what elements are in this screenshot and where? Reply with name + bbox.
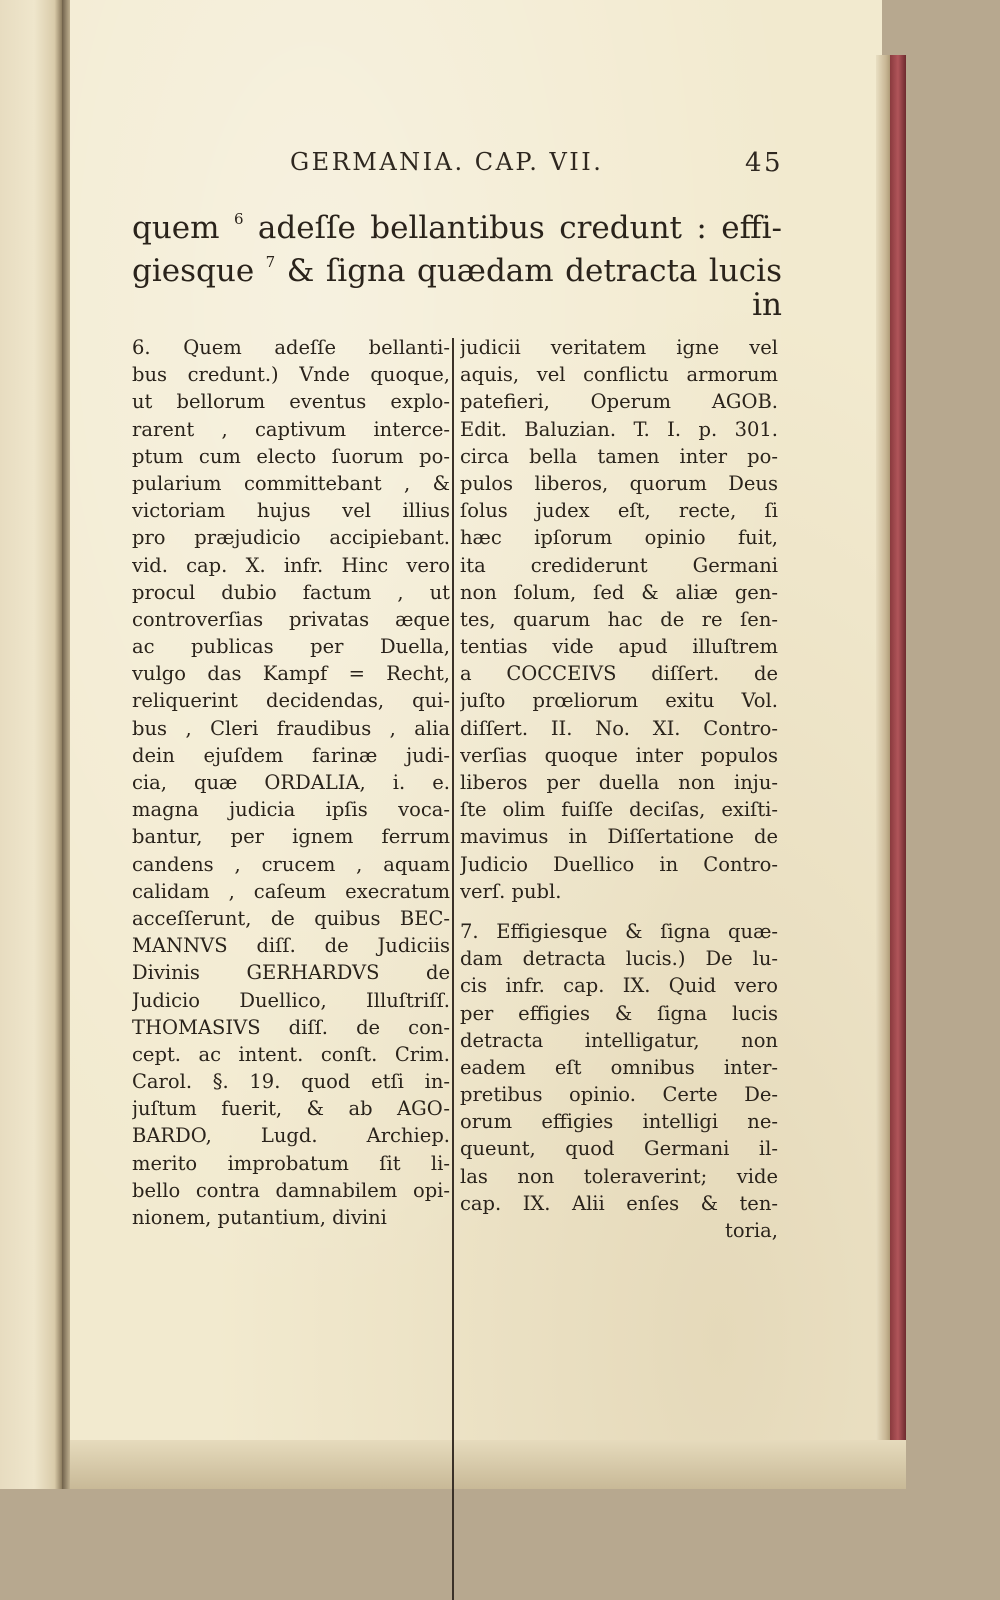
footnote-line: Judicio Duellico, Illuſtriſſ. — [132, 988, 450, 1012]
footnote-line: pulos liberos, quorum Deus — [460, 471, 778, 495]
footnote-line: cept. ac intent. conſt. Crim. — [132, 1042, 450, 1066]
book-cover-edge — [890, 55, 906, 1445]
footnote-line: vulgo das Kampf = Recht, — [132, 662, 450, 686]
footnote-line: toria, — [725, 1219, 778, 1242]
footnote-line: queunt, quod Germani il- — [460, 1137, 778, 1161]
footnote-line: ſolus judex eſt, recte, ſi — [460, 499, 778, 523]
footnote-line: non ſolum, ſed & aliæ gen- — [460, 580, 778, 604]
footnote-line: dam detracta lucis.) De lu- — [460, 947, 778, 971]
running-header — [290, 148, 784, 178]
footnote-line: verſias quoque inter populos — [460, 743, 778, 767]
footnote-line: juſto prœliorum exitu Vol. — [460, 689, 778, 713]
footnote-line: hæc ipſorum opinio fuit, — [460, 526, 778, 550]
footnote-line: cia, quæ ORDALIA, i. e. — [132, 771, 450, 794]
footnote-line — [460, 905, 778, 918]
footnote-line: Judicio Duellico in Contro- — [460, 852, 778, 876]
footnote-line: Divinis GERHARDVS de — [132, 961, 450, 985]
page-number: 45 — [745, 148, 784, 178]
footnote-line: ſte olim fuiſſe deciſas, exiſti- — [460, 798, 778, 822]
footnote-line: a COCCEIVS diſſert. de — [460, 662, 778, 686]
footnote-line: patefieri, Operum AGOB. — [460, 390, 778, 414]
footnote-line: magna judicia ipſis voca- — [132, 798, 450, 822]
footnote-line: eadem eſt omnibus inter- — [460, 1055, 778, 1079]
footnote-line: BARDO, Lugd. Archiep. — [132, 1124, 450, 1148]
footnote-line: ut bellorum eventus explo- — [132, 390, 450, 414]
footnote-line: verſ. publ. — [460, 879, 562, 903]
footnote-line: pularium committebant , & — [132, 471, 450, 495]
footnote-line: ptum cum electo ſuorum po- — [132, 444, 450, 468]
footnote-line: liberos per duella non inju- — [460, 771, 778, 794]
footnote-line: las non toleraverint; vide — [460, 1164, 778, 1188]
footnote-line: bus , Cleri fraudibus , alia — [132, 716, 450, 740]
footnote-line: nionem, putantium, divini — [132, 1206, 387, 1229]
footnote-line: vid. cap. X. infr. Hinc vero — [132, 553, 450, 577]
main-text — [132, 198, 782, 327]
main-text-line: quem $^6$ adeſſe bellantibus credunt : effi- — [132, 210, 782, 246]
footnote-line: 7. Effigiesque & ſigna quæ- — [460, 919, 778, 943]
footnote-line: detracta intelligatur, non — [460, 1028, 778, 1052]
footnote-line: candens , crucem , aquam — [132, 852, 450, 876]
footnote-line: orum effigies intelligi ne- — [460, 1110, 778, 1134]
footnote-line: pretibus opinio. Certe De- — [460, 1083, 778, 1107]
footnote-line: calidam , caſeum execratum — [132, 879, 450, 903]
footnote-line: bus credunt.) Vnde quoque, — [132, 363, 450, 387]
footnote-line: diſſert. II. No. XI. Contro- — [460, 716, 778, 740]
footnote-line: 6. Quem adeſſe bellanti- — [132, 336, 450, 359]
footnote-line: bello contra damnabilem opi- — [132, 1178, 450, 1202]
footnote-line: merito improbatum ſit li- — [132, 1151, 450, 1175]
footnote-line: victoriam hujus vel illius — [132, 499, 450, 523]
column-rule — [452, 338, 454, 1600]
footnote-line: dein ejuſdem farinæ judi- — [132, 743, 450, 767]
catchword: in — [752, 287, 782, 323]
footnote-line: bantur, per ignem ferrum — [132, 825, 450, 849]
footnote-column-left — [132, 334, 450, 1231]
footnote-line: reliquerint decidendas, qui- — [132, 689, 450, 713]
footnote-column-right — [460, 334, 778, 1244]
facing-page-edge — [0, 0, 62, 1489]
footnote-line: circa bella tamen inter po- — [460, 444, 778, 468]
running-title: GERMANIA. CAP. VII. — [290, 148, 604, 176]
footnote-line: rarent , captivum interce- — [132, 417, 450, 441]
footnote-line: cis infr. cap. IX. Quid vero — [460, 974, 778, 998]
footnote-line: acceſſerunt, de quibus BEC- — [132, 906, 450, 930]
footnote-line: MANNVS diſſ. de Judiciis — [132, 934, 450, 958]
footnote-mark: 7 — [265, 253, 276, 271]
page-bottom-margin — [70, 1440, 906, 1489]
footnote-line: controverſias privatas æque — [132, 607, 450, 631]
footnote-line: tentias vide apud illuſtrem — [460, 635, 778, 659]
footnote-line: Edit. Baluzian. T. I. p. 301. — [460, 417, 778, 441]
footnote-line: ac publicas per Duella, — [132, 635, 450, 659]
footnote-mark: 6 — [233, 210, 244, 228]
footnotes — [132, 334, 782, 1444]
book-gutter — [62, 0, 70, 1489]
footnote-line: ita crediderunt Germani — [460, 553, 778, 577]
main-text-line: giesque $^7$ & ſigna quædam detracta lucis — [132, 253, 782, 289]
footnote-line: tes, quarum hac de re ſen- — [460, 607, 778, 631]
footnote-line: juſtum fuerit, & ab AGO- — [132, 1097, 450, 1121]
footnote-line: cap. IX. Alii enſes & ten- — [460, 1191, 778, 1215]
footnote-line: per effigies & ſigna lucis — [460, 1001, 778, 1025]
footnote-line: Carol. §. 19. quod etſi in- — [132, 1070, 450, 1094]
footnote-line: aquis, vel conflictu armorum — [460, 363, 778, 387]
footnote-line: pro præjudicio accipiebant. — [132, 526, 450, 550]
footnote-line: mavimus in Diſſertatione de — [460, 825, 778, 849]
footnote-line: THOMASIVS diſſ. de con- — [132, 1015, 450, 1039]
footnote-line: judicii veritatem igne vel — [460, 336, 778, 359]
footnote-line: procul dubio factum , ut — [132, 580, 450, 604]
